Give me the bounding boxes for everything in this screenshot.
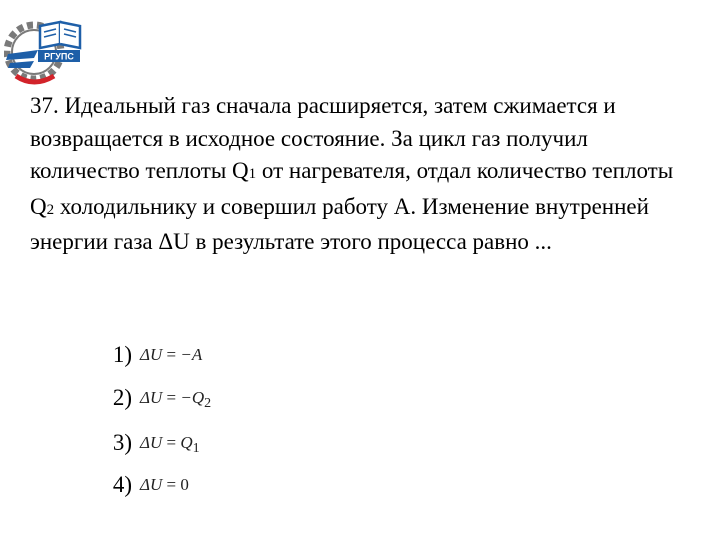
question-part-2: от нагревателя, отдал количество теплоты Q [30,158,674,219]
answer-number: 3) [112,430,132,455]
question-subscript-1: 1 [248,166,257,182]
formula-eq: = [162,345,181,364]
question-part-3: холодильнику и совершил работу А. Изменение внутренней энергии газа ΔU в результате этого процесса равно ... [30,193,649,254]
formula-lhs: ΔU [140,388,163,407]
formula-rhs: −A [180,345,203,364]
formula-eq: = [162,475,181,494]
question-part-1: 37. Идеальный газ сначала расширяется, затем сжимается и возвращается в исходное состояние. За цикл газ получил количество теплоты Q [30,93,616,183]
question-subscript-2: 2 [46,201,55,218]
answer-option-3[interactable] [100,427,200,459]
answer-option-2[interactable] [100,382,211,414]
logo-text: РГУПС [44,51,74,62]
answer-number: 4) [112,472,132,497]
formula-rhs: Q [180,433,193,452]
answer-formula [140,433,200,456]
formula-sub: 1 [192,441,200,456]
formula-eq: = [162,388,181,407]
rgups-logo [4,14,84,90]
answer-number: 2) [112,385,132,410]
rgups-logo-graphic [4,14,84,90]
answer-option-1[interactable] [100,339,202,371]
question-text [30,90,690,259]
answer-number: 1) [112,342,132,367]
answer-formula [140,388,212,411]
answer-option-4[interactable] [100,469,189,501]
formula-eq: = [162,433,181,452]
answer-formula [140,345,202,365]
formula-lhs: ΔU [140,433,163,452]
formula-lhs: ΔU [140,345,163,364]
formula-rhs: 0 [180,475,189,494]
formula-rhs: −Q [180,388,205,407]
formula-lhs: ΔU [140,475,163,494]
formula-sub: 2 [204,396,212,411]
answer-formula [140,475,189,495]
